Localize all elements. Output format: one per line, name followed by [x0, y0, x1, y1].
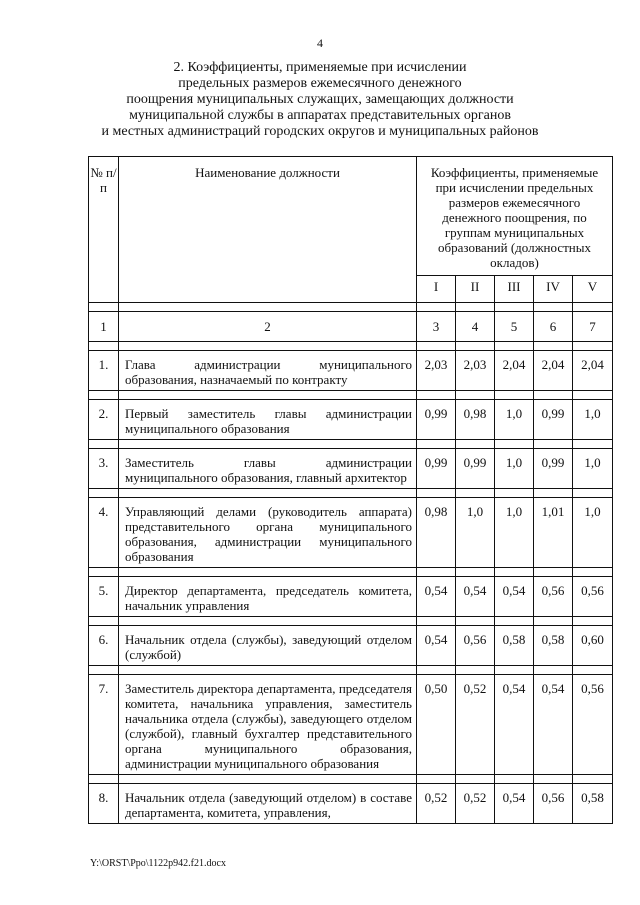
table-header-row — [89, 157, 613, 276]
heading-line: 2. Коэффициенты, применяемые при исчислении — [173, 60, 467, 75]
table-row — [89, 449, 613, 489]
coefficient-value: 0,58 — [495, 626, 534, 666]
coefficient-value: 0,52 — [456, 675, 495, 775]
index-cell: 3 — [417, 312, 456, 342]
coefficient-value: 1,0 — [456, 498, 495, 568]
coefficient-value: 0,50 — [417, 675, 456, 775]
coefficient-value: 0,56 — [534, 784, 573, 824]
coefficient-value: 0,60 — [573, 626, 613, 666]
page-number: 4 — [317, 36, 323, 50]
coefficient-value: 1,0 — [495, 449, 534, 489]
position-name: Глава администрации муниципального образования, назначаемый по контракту — [119, 351, 417, 391]
coefficient-value: 0,99 — [534, 449, 573, 489]
coefficient-value: 1,01 — [534, 498, 573, 568]
coefficient-value: 0,52 — [417, 784, 456, 824]
coefficient-value: 0,56 — [573, 675, 613, 775]
group-header: IV — [534, 276, 573, 303]
header-num: № п/п — [89, 157, 119, 303]
row-number: 3. — [89, 449, 119, 489]
coefficient-value: 1,0 — [495, 400, 534, 440]
header-coefficients: Коэффициенты, применяемые при исчислении предельных размеров ежемесячного денежного поощрения, по группам муниципальных образований (должностных окладов) — [417, 157, 613, 276]
coefficient-value: 0,99 — [534, 400, 573, 440]
index-cell: 2 — [119, 312, 417, 342]
coefficient-value: 2,04 — [534, 351, 573, 391]
table-row — [89, 784, 613, 824]
position-name: Начальник отдела (заведующий отделом) в составе департамента, комитета, управления, — [119, 784, 417, 824]
coefficient-value: 0,54 — [495, 577, 534, 617]
coefficient-value: 0,54 — [534, 675, 573, 775]
coefficient-value: 0,56 — [456, 626, 495, 666]
coefficient-value: 0,56 — [573, 577, 613, 617]
position-name: Заместитель директора департамента, председателя комитета, начальника управления, заместитель начальника отдела (службы), заведующего отделом (службой), главный бухгалтер представительного органа муниципального образования, администрации муниципального образования — [119, 675, 417, 775]
heading-line: поощрения муниципальных служащих, замещающих должности — [126, 92, 514, 107]
index-cell: 5 — [495, 312, 534, 342]
heading-line: предельных размеров ежемесячного денежного — [178, 76, 462, 91]
coefficient-value: 0,99 — [417, 400, 456, 440]
coefficient-value: 0,54 — [417, 626, 456, 666]
coefficient-value: 1,0 — [573, 498, 613, 568]
section-heading — [70, 60, 570, 140]
table-row — [89, 498, 613, 568]
group-header: II — [456, 276, 495, 303]
coefficient-value: 0,99 — [417, 449, 456, 489]
group-header: III — [495, 276, 534, 303]
row-number: 5. — [89, 577, 119, 617]
table-row — [89, 626, 613, 666]
table-index-row — [89, 312, 613, 342]
row-number: 1. — [89, 351, 119, 391]
coefficient-value: 0,98 — [456, 400, 495, 440]
index-cell: 4 — [456, 312, 495, 342]
coefficient-value: 0,54 — [495, 675, 534, 775]
group-header: V — [573, 276, 613, 303]
coefficients-table — [88, 156, 613, 824]
coefficient-value: 0,52 — [456, 784, 495, 824]
heading-line: и местных администраций городских округов и муниципальных районов — [101, 124, 539, 139]
row-number: 4. — [89, 498, 119, 568]
position-name: Заместитель главы администрации муниципального образования, главный архитектор — [119, 449, 417, 489]
coefficient-value: 0,58 — [534, 626, 573, 666]
row-number: 7. — [89, 675, 119, 775]
coefficient-value: 0,54 — [417, 577, 456, 617]
table-row — [89, 351, 613, 391]
table-row — [89, 675, 613, 775]
index-cell: 7 — [573, 312, 613, 342]
coefficient-value: 0,99 — [456, 449, 495, 489]
position-name: Первый заместитель главы администрации муниципального образования — [119, 400, 417, 440]
coefficient-value: 0,58 — [573, 784, 613, 824]
table-row — [89, 577, 613, 617]
row-number: 2. — [89, 400, 119, 440]
coefficient-value: 2,04 — [573, 351, 613, 391]
header-name: Наименование должности — [119, 157, 417, 303]
coefficient-value: 0,54 — [456, 577, 495, 617]
index-cell: 6 — [534, 312, 573, 342]
table-body — [89, 342, 613, 824]
position-name: Управляющий делами (руководитель аппарата) представительного органа муниципального образования, администрации муниципального образования — [119, 498, 417, 568]
file-path-footer: Y:\ORST\Ppo\1122p942.f21.docx — [90, 858, 226, 869]
heading-line: муниципальной службы в аппаратах представительных органов — [129, 108, 511, 123]
index-cell: 1 — [89, 312, 119, 342]
coefficient-value: 1,0 — [573, 449, 613, 489]
group-header: I — [417, 276, 456, 303]
coefficient-value: 0,54 — [495, 784, 534, 824]
coefficient-value: 1,0 — [573, 400, 613, 440]
coefficient-value: 2,04 — [495, 351, 534, 391]
coefficient-value: 2,03 — [417, 351, 456, 391]
coefficient-value: 2,03 — [456, 351, 495, 391]
coefficient-value: 0,56 — [534, 577, 573, 617]
position-name: Начальник отдела (службы), заведующий отделом (службой) — [119, 626, 417, 666]
table-row — [89, 400, 613, 440]
coefficient-value: 0,98 — [417, 498, 456, 568]
row-number: 6. — [89, 626, 119, 666]
row-number: 8. — [89, 784, 119, 824]
position-name: Директор департамента, председатель комитета, начальник управления — [119, 577, 417, 617]
coefficient-value: 1,0 — [495, 498, 534, 568]
